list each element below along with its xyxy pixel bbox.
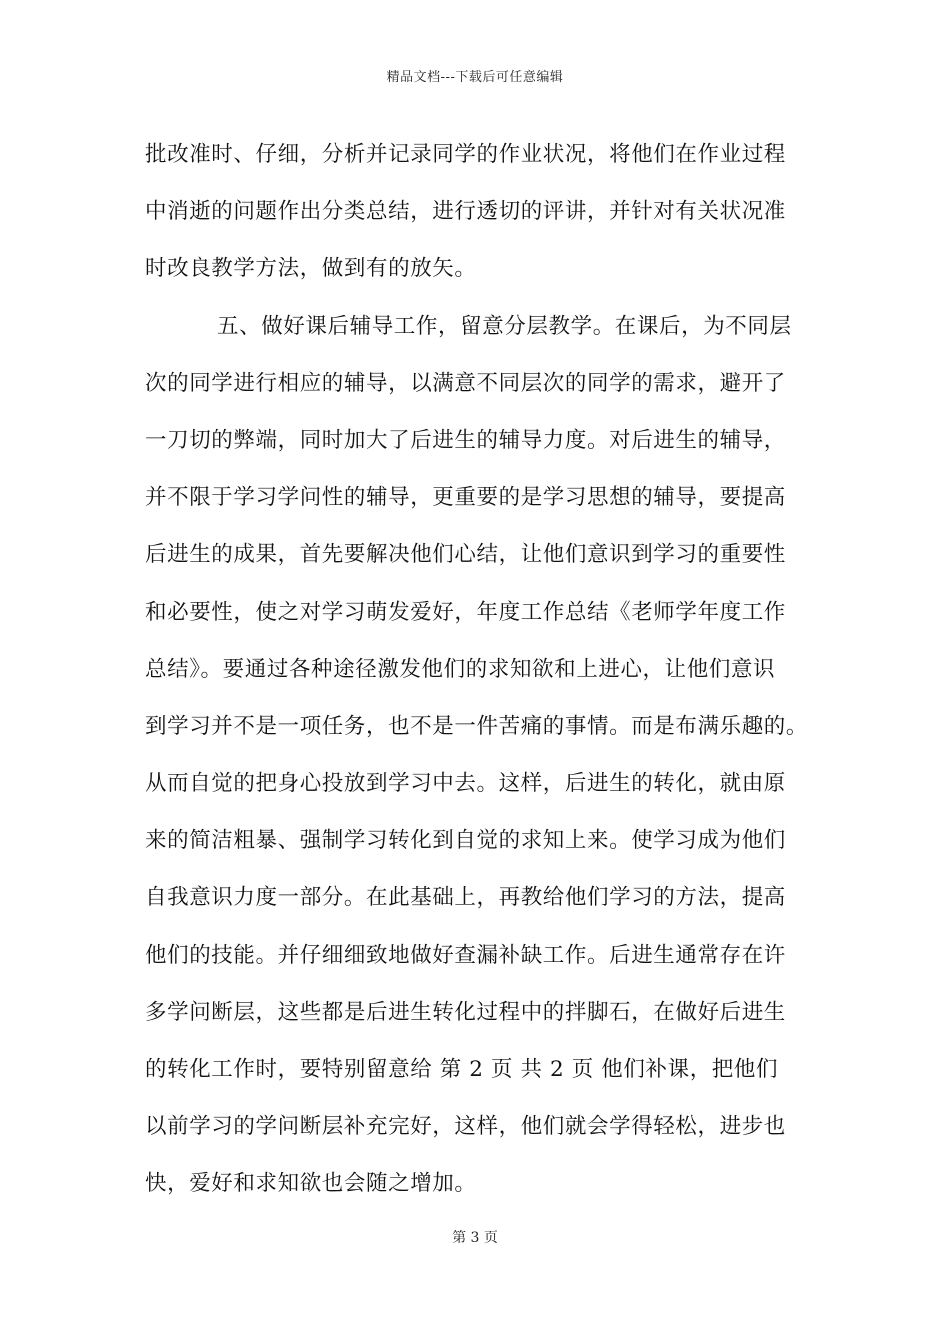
- text-line: 时改良教学方法，做到有的放矢。: [145, 256, 477, 282]
- text-line: 一刀切的弊端，同时加大了后进生的辅导力度。对后进生的辅导，: [145, 427, 786, 453]
- document-body: [145, 126, 820, 1213]
- text-line: 多学问断层，这些都是后进生转化过程中的拌脚石，在做好后进生: [145, 999, 786, 1025]
- page-number: 第 3 页: [452, 1230, 498, 1246]
- text-line: 他们的技能。并仔细细致地做好查漏补缺工作。后进生通常存在许: [145, 942, 786, 968]
- text-line: 批改准时、仔细，分析并记录同学的作业状况，将他们在作业过程: [145, 142, 786, 167]
- text-line: 来的简洁粗暴、强制学习转化到自觉的求知上来。使学习成为他们: [145, 828, 786, 854]
- text-line: 自我意识力度一部分。在此基础上，再教给他们学习的方法，提高: [145, 885, 786, 911]
- text-line: 快，爱好和求知欲也会随之增加。: [145, 1171, 477, 1197]
- paragraph-start-line: 五、做好课后辅导工作，留意分层教学。在课后，为不同层: [217, 313, 792, 339]
- text-line: 到学习并不是一项任务，也不是一件苦痛的事情。而是布满乐趣的。: [145, 713, 809, 739]
- text-line: 的转化工作时，要特别留意给 第 2 页 共 2 页 他们补课，把他们: [145, 1057, 779, 1082]
- page-header: 精品文档---下载后可任意编辑: [386, 70, 564, 85]
- text-line: 并不限于学习学问性的辅导，更重要的是学习思想的辅导，要提高: [145, 485, 786, 511]
- text-line: 次的同学进行相应的辅导，以满意不同层次的同学的需求，避开了: [145, 370, 786, 396]
- text-line: 中消逝的问题作出分类总结，进行透切的评讲，并针对有关状况准: [145, 199, 786, 225]
- text-line: 和必要性，使之对学习萌发爱好，年度工作总结《老师学年度工作: [145, 599, 786, 625]
- text-line: 以前学习的学问断层补充完好，这样，他们就会学得轻松，进步也: [145, 1114, 786, 1140]
- text-line: 从而自觉的把身心投放到学习中去。这样，后进生的转化，就由原: [145, 771, 786, 797]
- text-line: 总结》。要通过各种途径激发他们的求知欲和上进心，让他们意识: [145, 656, 776, 682]
- text-line: 后进生的成果，首先要解决他们心结，让他们意识到学习的重要性: [145, 542, 786, 568]
